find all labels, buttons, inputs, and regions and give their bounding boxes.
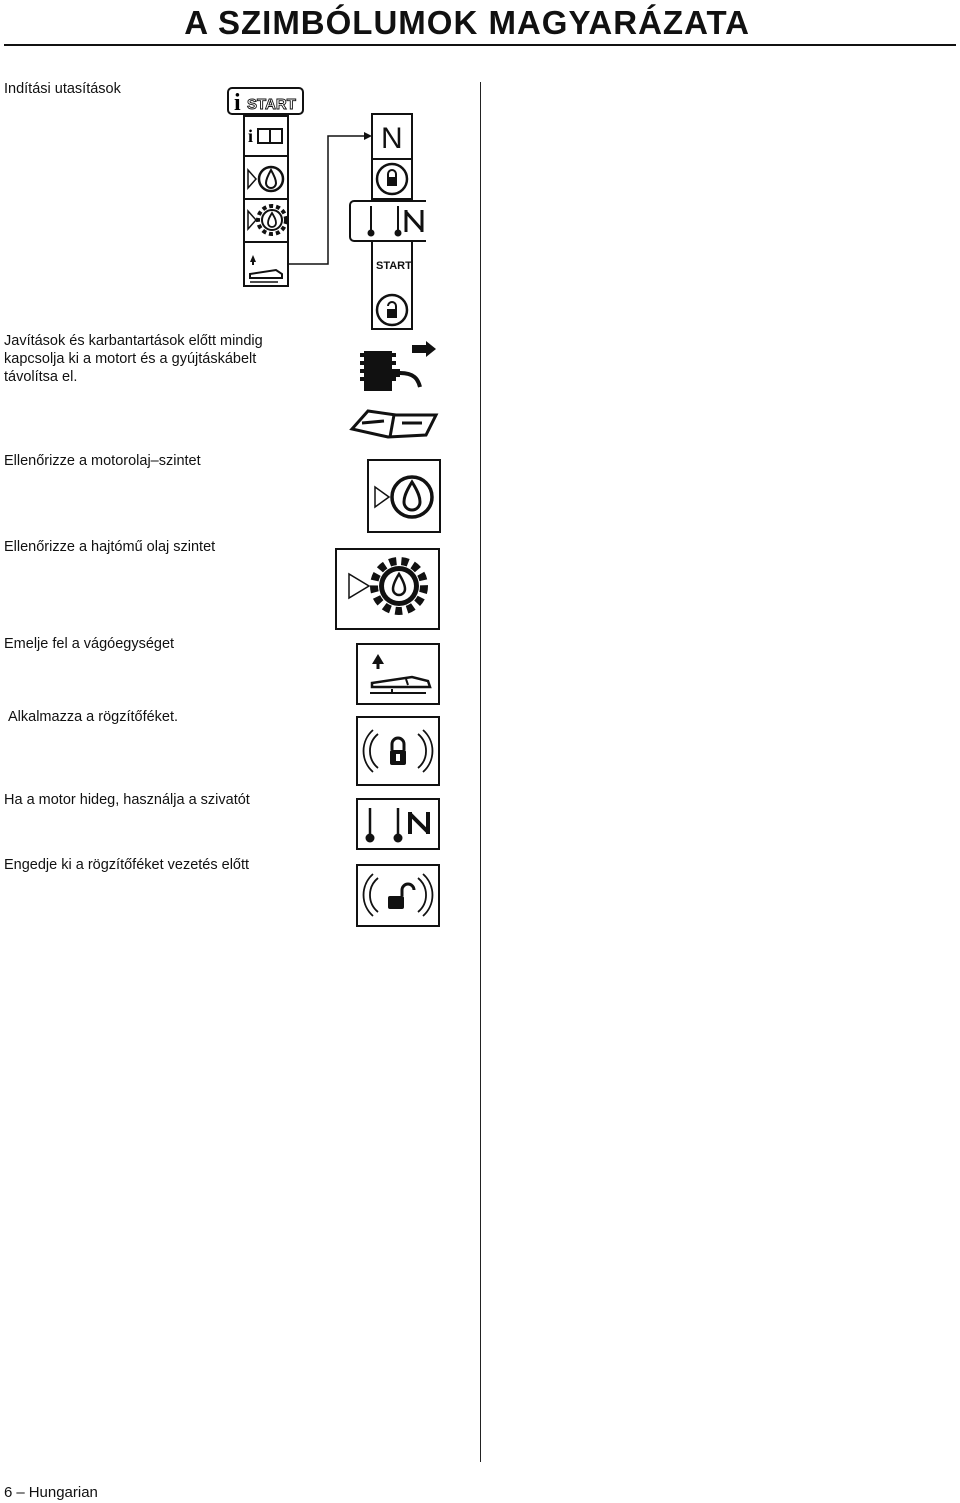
parking-brake-lock-icon bbox=[356, 716, 440, 786]
page-title: A SZIMBÓLUMOK MAGYARÁZATA bbox=[184, 4, 750, 41]
decal-neutral-letter: N bbox=[381, 122, 403, 155]
disconnect-spark-plug-icon bbox=[348, 339, 440, 444]
title-rule bbox=[4, 44, 956, 46]
symbol-text-engine-oil: Ellenőrizze a motorolaj–szintet bbox=[4, 453, 201, 469]
symbol-text-start-instructions: Indítási utasítások bbox=[4, 81, 121, 97]
svg-text:i: i bbox=[234, 90, 241, 116]
choke-icon bbox=[356, 798, 440, 850]
svg-text:i: i bbox=[248, 126, 254, 146]
lift-cutting-unit-icon bbox=[356, 643, 440, 705]
symbol-text-gear-oil: Ellenőrizze a hajtómű olaj szintet bbox=[4, 539, 216, 555]
symbol-text-lift-deck: Emelje fel a vágóegységet bbox=[4, 636, 175, 652]
symbol-text-parking-brake: Alkalmazza a rögzítőféket. bbox=[8, 709, 179, 725]
start-instructions-decal bbox=[226, 84, 426, 334]
page-footer bbox=[4, 1484, 98, 1501]
page-number: 6 bbox=[4, 1484, 13, 1501]
footer-language: Hungarian bbox=[28, 1484, 98, 1501]
footer-separator: – bbox=[16, 1484, 25, 1501]
decal-start-small: START bbox=[376, 260, 412, 272]
symbol-text-brake-release: Engedje ki a rögzítőféket vezetés előtt bbox=[4, 857, 250, 873]
column-divider bbox=[480, 82, 481, 1462]
parking-brake-unlock-icon bbox=[356, 864, 440, 927]
decal-start-word: START bbox=[247, 96, 296, 113]
symbol-text-maintenance: Javítások és karbantartások előtt mindig kapcsolja ki a motort és a gyújtáskábelt távolítsa el. bbox=[4, 333, 263, 385]
symbol-text-choke: Ha a motor hideg, használja a szivatót bbox=[4, 792, 250, 808]
gear-oil-icon bbox=[335, 548, 440, 630]
engine-oil-icon bbox=[367, 459, 441, 533]
